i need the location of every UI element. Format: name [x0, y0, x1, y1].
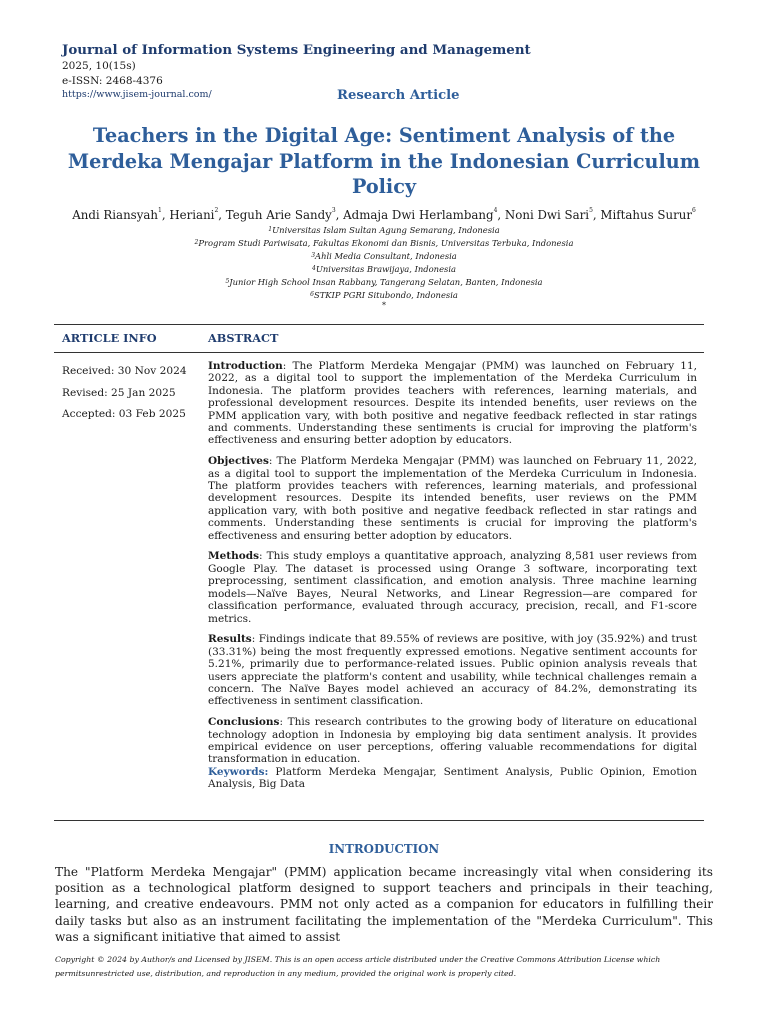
affiliation-sup: 6: [310, 291, 314, 299]
abstract-body: [208, 360, 697, 791]
affiliation-sup: 4: [311, 265, 316, 273]
section-text: : This research contributes to the growing body of literature on educational technology adoption in Indonesia by employing big data sentiment analysis. It provides empirical evidence on user perceptions, offering valuable recommendations for digital transformation in education.: [208, 716, 697, 766]
journal-eissn: e-ISSN: 2468-4376: [62, 75, 163, 87]
journal-header: [62, 42, 531, 101]
affiliation-text: Universitas Islam Sultan Agung Semarang, Indonesia: [272, 225, 500, 235]
divider: [54, 820, 704, 821]
received-date: Received: 30 Nov 2024: [62, 365, 187, 377]
keywords-label: Keywords:: [208, 765, 269, 778]
author-name: Admaja Dwi Herlambang: [343, 208, 494, 222]
section-text: : The Platform Merdeka Mengajar (PMM) was launched on February 11, 2022, as a digital tool to support the implementation of the Merdeka Curriculum in Indonesia. The platform provides teachers with references, learning materials, and professional development resources. Despite its intended benefits, user reviews on the PMM application vary, with both positive and negative feedback reflected in star ratings and comments. Understanding these sentiments is crucial for improving the platform's effectiveness and ensuring better adoption by educators.: [208, 360, 697, 447]
section-label: Introduction: [208, 360, 283, 372]
article-dates: [62, 361, 187, 426]
author-name: Teguh Arie Sandy: [225, 208, 332, 222]
article-type-label: Research Article: [337, 88, 460, 103]
section-label: Results: [208, 633, 252, 646]
abstract-methods: [208, 550, 697, 624]
paper-title: Teachers in the Digital Age: Sentiment Analysis of the Merdeka Mengajar Platform in the Indonesian Curriculum Policy: [67, 124, 701, 198]
section-label: Objectives: [208, 455, 269, 468]
affiliation-text: Universitas Brawijaya, Indonesia: [315, 264, 456, 275]
author-name: Noni Dwi Sari: [504, 208, 590, 222]
abstract-results: [208, 633, 697, 707]
affiliation-item: [60, 250, 708, 263]
affiliation-sup: 1: [268, 226, 273, 233]
section-text: : This study employs a quantitative approach, analyzing 8,581 user reviews from Google Play. The dataset is processed using Orange 3 software, incorporating text preprocessing, sentiment classification, and emotion analysis. Three machine learning models—Naïve Bayes, Neural Networks, and Linear Regression—are compared for classification performance, evaluated through accuracy, precision, recall, and F1-score metrics.: [208, 550, 697, 625]
abstract-objectives: [208, 455, 697, 542]
affiliation-item: [60, 224, 708, 237]
affiliation-text: Program Studi Pariwisata, Fakultas Ekonomi dan Bisnis, Universitas Terbuka, Indonesia: [198, 238, 574, 249]
affiliation-mark: *: [382, 300, 386, 310]
affiliations: [60, 224, 708, 310]
author-list: Andi Riansyah$^1$, Heriani$^2$, Teguh Arie Sandy$^3$, Admaja Dwi Herlambang$^4$, Noni Dwi Sari$^5$, Miftahus Surur$^6$: [72, 207, 696, 222]
author-sup: 1: [158, 207, 162, 214]
divider: [54, 324, 704, 325]
author-name: Heriani: [169, 208, 215, 222]
author-sup: 4: [493, 207, 498, 214]
affiliation-item: [60, 276, 708, 289]
author-sup: 3: [331, 207, 336, 214]
author-name: Miftahus Surur: [600, 208, 692, 222]
section-label: Conclusions: [208, 716, 280, 729]
article-info-heading: ARTICLE INFO: [62, 331, 157, 345]
section-text: : Findings indicate that 89.55% of reviews are positive, with joy (35.92%) and trust (33.31%) being the most frequently expressed emotions. Negative sentiment accounts for 5.21%, primarily due to performance-related issues. Public opinion analysis reveals that users appreciate the platform's content and usability, while technical challenges remain a concern. The Naïve Bayes model achieved an accuracy of 84.2%, demonstrating its effectiveness in sentiment classification.: [208, 633, 697, 708]
author-sup: 2: [214, 207, 219, 214]
author-sup: 6: [691, 207, 696, 214]
affiliation-sup: 5: [225, 278, 230, 286]
affiliation-sup: 2: [194, 239, 199, 247]
journal-name: Journal of Information Systems Engineering and Management: [62, 42, 531, 58]
affiliation-text: STKIP PGRI Situbondo, Indonesia: [313, 290, 458, 301]
journal-volume: 2025, 10(15s): [62, 60, 136, 72]
divider: [54, 352, 704, 353]
abstract-conclusions: [208, 716, 697, 766]
introduction-heading: INTRODUCTION: [328, 842, 440, 856]
section-text: : The Platform Merdeka Mengajar (PMM) was launched on February 11, 2022, as a digital tool to support the implementation of the Merdeka Curriculum in Indonesia. The platform provides teachers with references, learning materials, and professional development resources. Despite its intended benefits, user reviews on the PMM application vary, with both positive and negative feedback reflected in star ratings and comments. Understanding these sentiments is crucial for improving the platform's effectiveness and ensuring better adoption by educators.: [208, 455, 697, 542]
keywords-text: Platform Merdeka Mengajar, Sentiment Analysis, Public Opinion, Emotion Analysis, Big Data: [208, 765, 697, 791]
keywords: [208, 766, 697, 791]
affiliation-text: Junior High School Insan Rabbany, Tangerang Selatan, Banten, Indonesia: [229, 277, 543, 288]
author-sup: 5: [589, 207, 593, 214]
affiliation-item: [60, 263, 708, 276]
author-name: Andi Riansyah: [72, 208, 159, 222]
introduction-text: The "Platform Merdeka Mengajar" (PMM) application became increasingly vital when considering its position as a technological platform designed to support teachers and principals in their teaching, learning, and creative endeavours. PMM not only acted as a companion for educators in fulfilling their daily tasks but also as an instrument facilitating the implementation of the "Merdeka Curriculum". This was a significant initiative that aimed to assist: [55, 865, 713, 944]
journal-url-link[interactable]: https://www.jisem-journal.com/: [62, 89, 212, 100]
affiliation-item: [60, 237, 708, 250]
accepted-date: Accepted: 03 Feb 2025: [62, 408, 186, 420]
revised-date: Revised: 25 Jan 2025: [62, 386, 176, 399]
abstract-heading: ABSTRACT: [208, 331, 279, 345]
affiliation-text: Ahli Media Consultant, Indonesia: [315, 251, 457, 262]
copyright-footer: Copyright © 2024 by Author/s and Licensed by JISEM. This is an open access article distributed under the Creative Commons Attribution License which permitsunrestricted use, distribution, and reproduction in any medium, provided the original work is properly cited.: [55, 955, 661, 978]
abstract-introduction: [208, 360, 697, 447]
affiliation-sup: 3: [311, 252, 316, 260]
section-label: Methods: [208, 550, 260, 563]
